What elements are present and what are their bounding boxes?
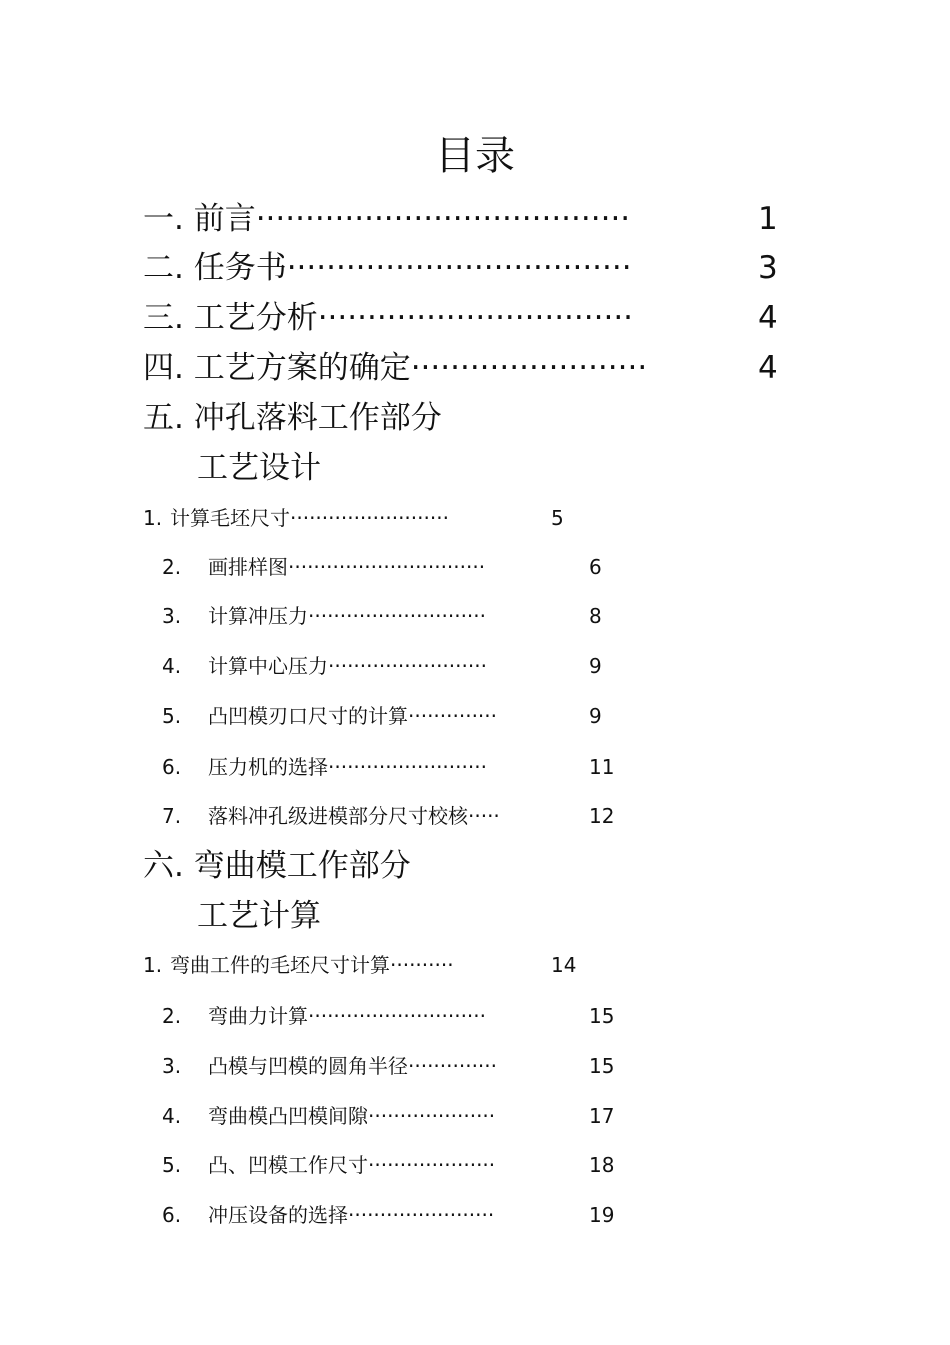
toc-item-5-2-num: 2. <box>162 555 182 579</box>
toc-item-5-6[interactable]: 压力机的选择························· <box>208 755 487 779</box>
toc-section-4-page: 4 <box>758 350 778 386</box>
toc-item-6-4[interactable]: 弯曲模凸凹模间隙···················· <box>208 1104 496 1128</box>
toc-item-5-4-page: 9 <box>589 654 602 678</box>
toc-item-5-3-num: 3. <box>162 604 182 628</box>
toc-section-3-page: 4 <box>758 300 778 336</box>
toc-section-5-subtitle: 工艺设计 <box>197 450 321 486</box>
toc-item-5-5[interactable]: 凸凹模刃口尺寸的计算·············· <box>208 704 498 728</box>
toc-item-6-3-page: 15 <box>589 1054 615 1078</box>
toc-item-5-1-num: 1. <box>143 506 163 530</box>
toc-section-1-page: 1 <box>758 201 778 237</box>
toc-item-6-5-num: 5. <box>162 1153 182 1177</box>
toc-section-6-subtitle: 工艺计算 <box>197 898 321 934</box>
toc-item-5-6-num: 6. <box>162 755 182 779</box>
toc-item-5-4-num: 4. <box>162 654 182 678</box>
toc-item-5-5-page: 9 <box>589 704 602 728</box>
toc-item-6-6-page: 19 <box>589 1203 615 1227</box>
toc-item-5-3-page: 8 <box>589 604 602 628</box>
toc-item-5-3[interactable]: 计算冲压力···························· <box>208 604 487 628</box>
toc-section-2-page: 3 <box>758 250 778 286</box>
toc-item-6-4-page: 17 <box>589 1104 615 1128</box>
toc-item-5-4[interactable]: 计算中心压力························· <box>208 654 487 678</box>
toc-section-3[interactable]: 三. 工艺分析································ <box>143 300 634 336</box>
toc-item-6-1-num: 1. <box>143 953 163 977</box>
toc-item-6-6-num: 6. <box>162 1203 182 1227</box>
toc-item-6-3[interactable]: 凸模与凹模的圆角半径·············· <box>208 1054 498 1078</box>
toc-section-6[interactable]: 六. 弯曲模工作部分 <box>143 848 411 884</box>
toc-item-6-2-num: 2. <box>162 1004 182 1028</box>
toc-item-6-5[interactable]: 凸、凹模工作尺寸···················· <box>208 1153 496 1177</box>
toc-item-5-1[interactable]: 计算毛坯尺寸························· <box>170 506 449 530</box>
toc-section-1[interactable]: 一. 前言······································ <box>143 201 631 237</box>
toc-item-6-2-page: 15 <box>589 1004 615 1028</box>
toc-item-6-4-num: 4. <box>162 1104 182 1128</box>
toc-item-6-1-page: 14 <box>551 953 577 977</box>
toc-item-5-1-page: 5 <box>551 506 564 530</box>
toc-item-5-6-page: 11 <box>589 755 615 779</box>
toc-item-5-2[interactable]: 画排样图······························· <box>208 555 486 579</box>
toc-item-6-5-page: 18 <box>589 1153 615 1177</box>
toc-section-4[interactable]: 四. 工艺方案的确定························ <box>143 350 648 386</box>
toc-item-6-2[interactable]: 弯曲力计算···························· <box>208 1004 487 1028</box>
toc-item-6-6[interactable]: 冲压设备的选择······················· <box>208 1203 495 1227</box>
toc-item-5-7-num: 7. <box>162 804 182 828</box>
page-title: 目录 <box>435 133 515 179</box>
toc-section-2[interactable]: 二. 任务书··································· <box>143 250 632 286</box>
toc-item-5-7[interactable]: 落料冲孔级进模部分尺寸校核····· <box>208 804 500 828</box>
toc-item-5-2-page: 6 <box>589 555 602 579</box>
toc-item-5-7-page: 12 <box>589 804 615 828</box>
toc-section-5[interactable]: 五. 冲孔落料工作部分 <box>143 400 442 436</box>
toc-item-6-3-num: 3. <box>162 1054 182 1078</box>
toc-item-5-5-num: 5. <box>162 704 182 728</box>
toc-item-6-1[interactable]: 弯曲工件的毛坯尺寸计算·········· <box>170 953 454 977</box>
